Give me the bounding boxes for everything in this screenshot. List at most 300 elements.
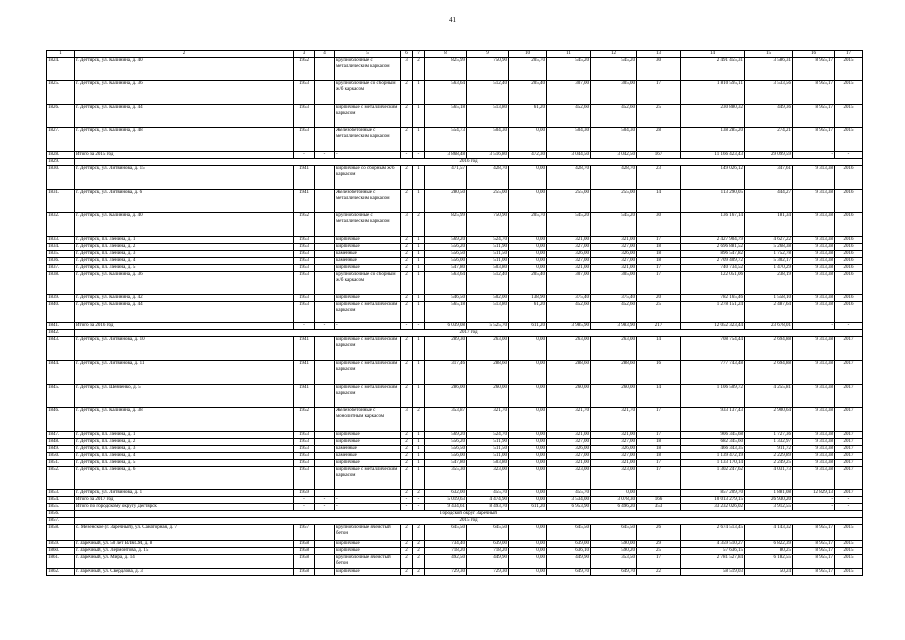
- total-area: 825,99: [425, 213, 467, 237]
- area-col-10: 0,00: [509, 569, 547, 576]
- area-col-10: 0,00: [509, 497, 547, 504]
- wall-material: кирпичные: [335, 237, 401, 244]
- floors: 2: [401, 541, 413, 548]
- year-planned: 2016: [835, 244, 863, 251]
- year-planned: 2015: [835, 128, 863, 152]
- entrances: 2: [413, 555, 425, 569]
- area-col-11: 636,10: [547, 548, 591, 555]
- cost-total: 682 345,60: [681, 439, 745, 446]
- build-year: 1953: [294, 237, 315, 244]
- build-year: -: [294, 497, 315, 504]
- floors: 3: [401, 408, 413, 432]
- cost-per-unit: 274,21: [745, 128, 793, 152]
- residents: 30: [637, 213, 681, 237]
- table-row: [47, 541, 863, 548]
- row-number: 1828.: [47, 152, 75, 159]
- area-col-10: 0,00: [509, 490, 547, 497]
- area-col-12: 3 983,90: [591, 323, 637, 330]
- column-number-cell: 2: [75, 51, 294, 58]
- floors: 3: [401, 58, 413, 81]
- wall-material: кирпичные с металлическим каркасом: [335, 105, 401, 128]
- cost-total: 10 013 279,15: [681, 497, 745, 504]
- wall-material: кирпичные: [335, 541, 401, 548]
- living-area: 502,00: [467, 295, 509, 302]
- year-planned: 2015: [835, 555, 863, 569]
- living-area: 511,50: [467, 446, 509, 453]
- area-col-11: 375,40: [547, 295, 591, 302]
- area-col-11: 452,60: [547, 302, 591, 323]
- total-area: 556,50: [425, 446, 467, 453]
- area-col-10: 0,00: [509, 258, 547, 265]
- group-header-row: [47, 159, 863, 166]
- residents: 17: [637, 81, 681, 105]
- table-row: [47, 81, 863, 105]
- living-area: 718,20: [467, 548, 509, 555]
- table-row: [47, 58, 863, 81]
- cost-total: 136 167,14: [681, 213, 745, 237]
- cost-per-unit: 29 099,59: [745, 152, 793, 159]
- build-year: 1953: [294, 265, 315, 272]
- living-area: 512,40: [467, 81, 509, 105]
- entrances: -: [413, 152, 425, 159]
- floors: 2: [401, 385, 413, 408]
- group-title: 2017 год: [75, 330, 863, 337]
- area-col-11: 3 534,00: [547, 497, 591, 504]
- entrances: 2: [413, 569, 425, 576]
- address: г. Заречный, ул. Мира, д. 14: [75, 555, 294, 569]
- living-area: 3 516,80: [467, 152, 509, 159]
- table-row: [47, 361, 863, 385]
- entrances: 1: [413, 439, 425, 446]
- address: г. Заречный, ул. Свердлова, д. 3: [75, 569, 294, 576]
- cost-total: 149 026,12: [681, 166, 745, 190]
- entrances: 1: [413, 128, 425, 152]
- area-col-12: 321,00: [591, 237, 637, 244]
- row-number: 1846.: [47, 408, 75, 432]
- wall-material: каменные: [335, 258, 401, 265]
- living-area: 504,30: [467, 128, 509, 152]
- area-col-11: 545,20: [547, 213, 591, 237]
- wall-material: -: [335, 152, 401, 159]
- rate: -: [793, 504, 835, 511]
- column-number-cell: 13: [637, 51, 681, 58]
- table-row: [47, 467, 863, 490]
- living-area: 503,80: [467, 460, 509, 467]
- wall-material: крупноблочные со сборным ж/б каркасом: [335, 81, 401, 105]
- row-number: 1836.: [47, 258, 75, 265]
- residents: 17: [637, 460, 681, 467]
- entrances: 1: [413, 258, 425, 265]
- address: г. Дегтярск, пл. Ленина, д. 5: [75, 265, 294, 272]
- rate: 9 313,38: [793, 265, 835, 272]
- floors: 2: [401, 337, 413, 361]
- area-col-12: 6 496,20: [591, 504, 637, 511]
- rate: 9 313,38: [793, 467, 835, 490]
- address: г. Дегтярск, ул. Калинина, д. 48: [75, 128, 294, 152]
- year-planned: 2016: [835, 302, 863, 323]
- area-col-12: 263,00: [591, 337, 637, 361]
- living-area: 729,30: [467, 569, 509, 576]
- area-col-11: 6 953,90: [547, 504, 591, 511]
- wall-material: крупноблочные с металлическим каркасом: [335, 58, 401, 81]
- floors: 2: [401, 295, 413, 302]
- residents: 25: [637, 105, 681, 128]
- address: г. Дегтярск, ул. Калинина, д. 40: [75, 58, 294, 81]
- cost-total: 57 636,15: [681, 548, 745, 555]
- table-row: [47, 525, 863, 541]
- cost-total: 2 491 455,31: [681, 58, 745, 81]
- cost-per-unit: 4 031,73: [745, 467, 793, 490]
- area-col-12: 323,00: [591, 467, 637, 490]
- floors: 3: [401, 213, 413, 237]
- living-area: 449,90: [467, 555, 509, 569]
- area-col-12: 353,50: [591, 555, 637, 569]
- area-col-12: 327,00: [591, 244, 637, 251]
- total-area: 3 868,48: [425, 152, 467, 159]
- area-col-10: 0,00: [509, 361, 547, 385]
- build-year: 1953: [294, 432, 315, 439]
- group-header-row: [47, 518, 863, 525]
- floors: 2: [401, 237, 413, 244]
- year-planned: 2017: [835, 460, 863, 467]
- cost-per-unit: 5 302,17: [745, 258, 793, 265]
- address: г. Заречный, ул. 50 лет ВЛКСМ, д. 8: [75, 541, 294, 548]
- area-col-10: 0,00: [509, 128, 547, 152]
- col-4: [315, 244, 335, 251]
- wall-material: кирпичные с металлическим каркасом: [335, 385, 401, 408]
- entrances: 2: [413, 408, 425, 432]
- floors: 2: [401, 569, 413, 576]
- area-col-11: 327,00: [547, 439, 591, 446]
- cost-total: 2 696 881,52: [681, 244, 745, 251]
- total-area: 353,87: [425, 408, 467, 432]
- floors: 2: [401, 439, 413, 446]
- entrances: 1: [413, 81, 425, 105]
- rate: 9 313,38: [793, 295, 835, 302]
- entrances: -: [413, 504, 425, 511]
- rate: 9 313,38: [793, 166, 835, 190]
- cost-per-unit: 50,24: [745, 569, 793, 576]
- build-year: 1953: [294, 460, 315, 467]
- area-col-12: 321,00: [591, 432, 637, 439]
- residents: 23: [637, 166, 681, 190]
- table-row: [47, 323, 863, 330]
- area-col-10: 0,00: [509, 460, 547, 467]
- residents: 22: [637, 569, 681, 576]
- row-number: 1832.: [47, 213, 75, 237]
- area-col-11: 263,00: [547, 337, 591, 361]
- residents: 29: [637, 541, 681, 548]
- area-col-10: 61,20: [509, 105, 547, 128]
- area-col-12: 305,00: [591, 81, 637, 105]
- address: г. Дегтярск, пл. Ленина, д. 4: [75, 258, 294, 265]
- address: г. Дегтярск, ул. Литвинова, д. 6: [75, 190, 294, 213]
- cost-total: 857 209,70: [681, 490, 745, 497]
- col-4: [315, 408, 335, 432]
- living-area: 512,40: [467, 272, 509, 295]
- rate: -: [793, 497, 835, 504]
- residents: [637, 490, 681, 497]
- table-row: [47, 251, 863, 258]
- build-year: 1953: [294, 105, 315, 128]
- living-area: 5 525,70: [467, 323, 509, 330]
- table-row: [47, 569, 863, 576]
- year-planned: 2015: [835, 525, 863, 541]
- year-planned: 2017: [835, 408, 863, 432]
- col-4: -: [315, 323, 335, 330]
- residents: 20: [637, 295, 681, 302]
- living-area: 513,80: [467, 105, 509, 128]
- cost-total: 11 166 423,43: [681, 152, 745, 159]
- floors: 2: [401, 302, 413, 323]
- build-year: 1958: [294, 548, 315, 555]
- cost-per-unit: 2 487,64: [745, 302, 793, 323]
- table-row: [47, 152, 863, 159]
- area-col-11: 449,90: [547, 555, 591, 569]
- entrances: 2: [413, 490, 425, 497]
- total-area: 569,20: [425, 237, 467, 244]
- column-number-cell: 11: [547, 51, 591, 58]
- year-planned: 2016: [835, 213, 863, 237]
- year-planned: 2017: [835, 453, 863, 460]
- residents: 18: [637, 453, 681, 460]
- wall-material: каменные: [335, 446, 401, 453]
- rate: 8 955,17: [793, 58, 835, 81]
- column-number-cell: 9: [467, 51, 509, 58]
- area-col-12: 0,00: [591, 490, 637, 497]
- area-col-10: 0,00: [509, 244, 547, 251]
- area-col-10: 138,90: [509, 295, 547, 302]
- year-planned: 2016: [835, 258, 863, 265]
- column-number-cell: 3: [294, 51, 315, 58]
- build-year: 1941: [294, 190, 315, 213]
- cost-total: 782 165,46: [681, 295, 745, 302]
- area-col-11: 455,70: [547, 490, 591, 497]
- col-4: [315, 490, 335, 497]
- residents: 26: [637, 525, 681, 541]
- area-col-11: 428,70: [547, 166, 591, 190]
- build-year: 1958: [294, 555, 315, 569]
- residents: 25: [637, 548, 681, 555]
- build-year: -: [294, 504, 315, 511]
- area-col-12: 590,20: [591, 548, 637, 555]
- address: г. Дегтярск, ул. Калинина, д. 44: [75, 302, 294, 323]
- rate: 9 313,38: [793, 385, 835, 408]
- table-row: [47, 213, 863, 237]
- address: г. Дегтярск, пл. Ленина, д. 1: [75, 237, 294, 244]
- area-col-12: 590,00: [591, 541, 637, 548]
- wall-material: кирпичные: [335, 244, 401, 251]
- total-area: 825,99: [425, 58, 467, 81]
- area-col-12: 545,20: [591, 58, 637, 81]
- cost-per-unit: 3 533,56: [745, 81, 793, 105]
- entrances: 1: [413, 302, 425, 323]
- build-year: 1957: [294, 525, 315, 541]
- group-header-row: [47, 511, 863, 518]
- year-planned: 2017: [835, 337, 863, 361]
- entrances: 1: [413, 453, 425, 460]
- table-row: [47, 490, 863, 497]
- column-number-cell: 8: [425, 51, 467, 58]
- living-area: 524,70: [467, 432, 509, 439]
- address: г. Дегтярск, пл. Ленина, д. 3: [75, 446, 294, 453]
- wall-material: кирпичные: [335, 432, 401, 439]
- total-area: 718,20: [425, 548, 467, 555]
- area-col-10: 0,00: [509, 541, 547, 548]
- year-planned: 2015: [835, 569, 863, 576]
- entrances: 2: [413, 548, 425, 555]
- area-col-12: 452,60: [591, 105, 637, 128]
- floors: 2: [401, 490, 413, 497]
- residents: 25: [637, 302, 681, 323]
- cost-per-unit: 444,27: [745, 190, 793, 213]
- area-col-12: 326,00: [591, 251, 637, 258]
- rate: 9 313,38: [793, 453, 835, 460]
- table-row: [47, 408, 863, 432]
- living-area: 260,00: [467, 385, 509, 408]
- living-area: 511,00: [467, 258, 509, 265]
- total-area: 565,18: [425, 302, 467, 323]
- area-col-12: 326,00: [591, 446, 637, 453]
- area-col-12: 649,70: [591, 569, 637, 576]
- rate: 9 313,38: [793, 460, 835, 467]
- total-area: 492,50: [425, 555, 467, 569]
- year-planned: 2017: [835, 385, 863, 408]
- year-planned: 2017: [835, 490, 863, 497]
- cost-per-unit: 4 627,22: [745, 237, 793, 244]
- row-number: 1845.: [47, 385, 75, 408]
- cost-per-unit: 4 255,81: [745, 385, 793, 408]
- area-col-11: 327,00: [547, 258, 591, 265]
- total-area: 734,40: [425, 541, 467, 548]
- cost-total: 33 232 026,02: [681, 504, 745, 511]
- total-area: 556,20: [425, 439, 467, 446]
- cost-total: 906 345,68: [681, 432, 745, 439]
- residents: 16: [637, 361, 681, 385]
- area-col-11: 327,00: [547, 244, 591, 251]
- cost-per-unit: 6 822,39: [745, 541, 793, 548]
- address: Итого по городскому округу Дегтярск: [75, 504, 294, 511]
- row-number: 1826.: [47, 105, 75, 128]
- living-area: 263,00: [467, 337, 509, 361]
- entrances: 2: [413, 213, 425, 237]
- col-4: [315, 251, 335, 258]
- row-number: 1855.: [47, 504, 75, 511]
- area-col-10: 0,00: [509, 337, 547, 361]
- year-planned: 2017: [835, 439, 863, 446]
- entrances: 2: [413, 58, 425, 81]
- col-4: [315, 385, 335, 408]
- residents: 14: [637, 385, 681, 408]
- area-col-11: 323,00: [547, 467, 591, 490]
- living-area: 428,70: [467, 166, 509, 190]
- col-4: [315, 272, 335, 295]
- living-area: 255,00: [467, 190, 509, 213]
- year-planned: 2015: [835, 105, 863, 128]
- residents: 30: [637, 58, 681, 81]
- floors: -: [401, 323, 413, 330]
- col-4: -: [315, 497, 335, 504]
- area-col-10: 205,70: [509, 213, 547, 237]
- living-area: 524,70: [467, 237, 509, 244]
- cost-per-unit: 1 881,08: [745, 490, 793, 497]
- cost-total: 230 880,32: [681, 105, 745, 128]
- table-row: [47, 497, 863, 504]
- row-number: 1853.: [47, 490, 75, 497]
- cost-total: 113 290,05: [681, 190, 745, 213]
- col-4: [315, 569, 335, 576]
- entrances: 1: [413, 244, 425, 251]
- entrances: 2: [413, 525, 425, 541]
- column-number-cell: 14: [681, 51, 745, 58]
- build-year: 1953: [294, 258, 315, 265]
- total-area: 556,50: [425, 251, 467, 258]
- area-col-12: 305,00: [591, 272, 637, 295]
- address: г. Дегтярск, пл. Ленина, д. 6: [75, 467, 294, 490]
- area-col-12: 321,70: [591, 408, 637, 432]
- col-4: [315, 237, 335, 244]
- area-col-10: 0,00: [509, 548, 547, 555]
- build-year: 1941: [294, 166, 315, 190]
- address: г. Дегтярск, пл. Ленина, д. 1: [75, 432, 294, 439]
- floors: 2: [401, 361, 413, 385]
- area-col-10: 0,00: [509, 251, 547, 258]
- build-year: 1952: [294, 58, 315, 81]
- column-number-cell: 5: [335, 51, 401, 58]
- wall-material: кирпичные: [335, 439, 401, 446]
- floors: 2: [401, 446, 413, 453]
- area-col-10: 0,00: [509, 432, 547, 439]
- cost-per-unit: 238,19: [745, 272, 793, 295]
- total-area: 556,20: [425, 244, 467, 251]
- col-4: [315, 258, 335, 265]
- cost-per-unit: 3 912,55: [745, 504, 793, 511]
- floors: 2: [401, 555, 413, 569]
- column-number-row: [47, 51, 863, 58]
- row-number: 1838.: [47, 272, 75, 295]
- residents: 17: [637, 237, 681, 244]
- area-col-12: 327,00: [591, 453, 637, 460]
- wall-material: крупноблочные ячеистый бетон: [335, 525, 401, 541]
- residents: 353: [637, 504, 681, 511]
- col-4: [315, 190, 335, 213]
- total-area: 556,00: [425, 258, 467, 265]
- cost-per-unit: 1 558,10: [745, 295, 793, 302]
- residents: 28: [637, 128, 681, 152]
- living-area: 4 474,90: [467, 497, 509, 504]
- col-4: [315, 453, 335, 460]
- year-planned: -: [835, 152, 863, 159]
- floors: -: [401, 152, 413, 159]
- floors: 2: [401, 128, 413, 152]
- build-year: 1953: [294, 244, 315, 251]
- residents: 17: [637, 467, 681, 490]
- table-row: [47, 295, 863, 302]
- cost-per-unit: 347,61: [745, 166, 793, 190]
- cost-total: 2 709 409,72: [681, 258, 745, 265]
- area-col-12: 452,60: [591, 302, 637, 323]
- table-row: [47, 460, 863, 467]
- housing-register-table: [46, 50, 863, 576]
- area-col-11: 3 044,50: [547, 152, 591, 159]
- year-planned: 2016: [835, 237, 863, 244]
- build-year: 1953: [294, 302, 315, 323]
- total-area: 632,00: [425, 490, 467, 497]
- rate: 12 829,13: [793, 490, 835, 497]
- col-4: [315, 541, 335, 548]
- entrances: 1: [413, 295, 425, 302]
- build-year: 1953: [294, 81, 315, 105]
